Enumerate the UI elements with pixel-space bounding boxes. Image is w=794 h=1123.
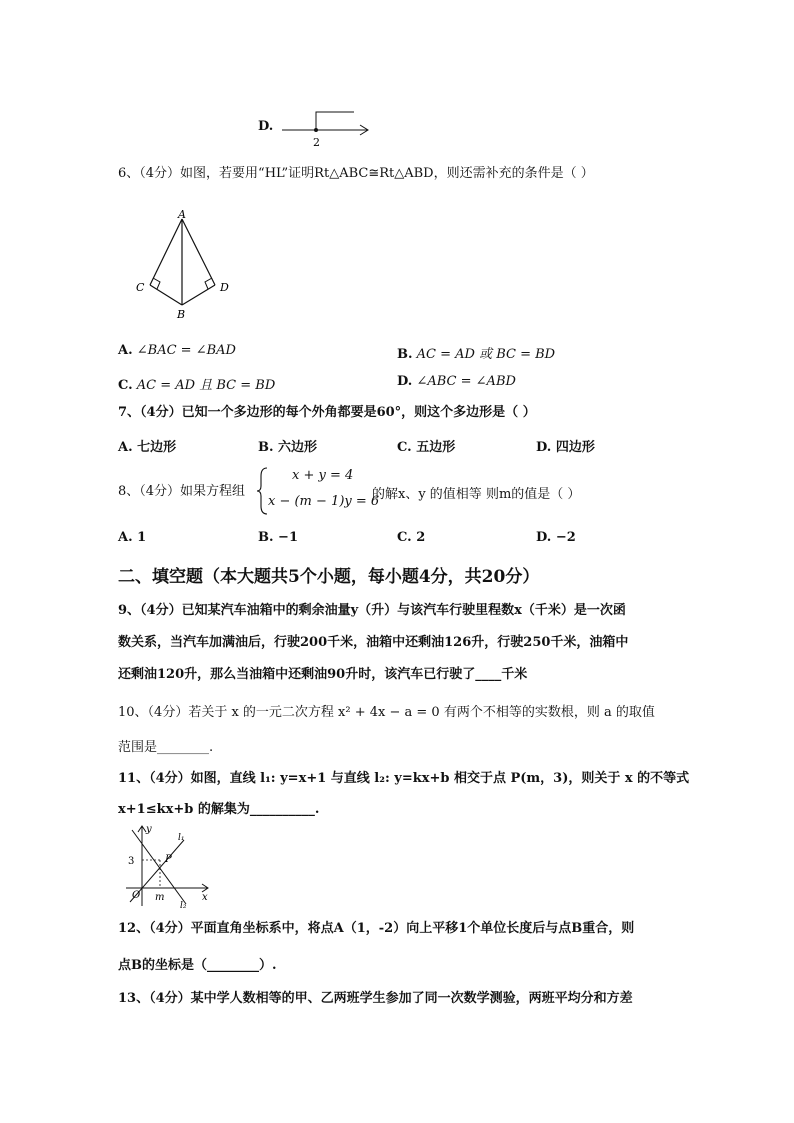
q7-option-b[interactable]: B. 六边形	[258, 440, 318, 455]
q6-label-d: D	[220, 281, 229, 294]
q12-line-2: 点B的坐标是（________）.	[118, 958, 277, 973]
q9-line-2: 数关系，当汽车加满油后，行驶200千米，油箱中还剩油126升，行驶250千米，油箱中	[118, 635, 629, 650]
q8-option-b[interactable]: B. −1	[258, 530, 298, 545]
q9-line-1: 9、（4分）已知某汽车油箱中的剩余油量y（升）与该汽车行驶里程数x（千米）是一次函	[118, 603, 626, 618]
q11-m-label: m	[155, 892, 165, 903]
q6-label-b: B	[177, 308, 186, 321]
q11-graph-figure	[122, 822, 217, 910]
q8-option-a[interactable]: A. 1	[118, 530, 147, 545]
q8-eq1: x + y = 4	[292, 468, 354, 483]
q6-option-a[interactable]: A. ∠BAC = ∠BAD	[118, 343, 236, 358]
q8-option-c[interactable]: C. 2	[397, 530, 426, 545]
q11-l2-label: l₂	[180, 901, 187, 910]
q8-stem-suffix: 的解x、y 的值相等 则m的值是（ ）	[372, 487, 581, 502]
q6-kite-figure	[130, 205, 240, 327]
q7-option-c[interactable]: C. 五边形	[397, 440, 456, 455]
q5-tick-label: 2	[313, 136, 320, 148]
q11-three-label: 3	[128, 856, 135, 867]
q6-option-d[interactable]: D. ∠ABC = ∠ABD	[397, 374, 516, 389]
q10-line-2: 范围是________.	[118, 740, 214, 755]
q8-stem-prefix: 8、（4分）如果方程组	[118, 484, 246, 499]
q7-option-d[interactable]: D. 四边形	[536, 440, 595, 455]
q11-line-1: 11、（4分）如图，直线 l₁: y=x+1 与直线 l₂: y=kx+b 相交于点 P(m，3)，则关于 x 的不等式	[118, 771, 690, 786]
q6-label-a: A	[178, 208, 186, 221]
q11-l1-label: l₁	[178, 833, 185, 843]
q10-line-1: 10、（4分）若关于 x 的一元二次方程 x² + 4x − a = 0 有两个不相等的实数根，则 a 的取值	[118, 705, 655, 720]
q7-stem: 7、（4分）已知一个多边形的每个外角都要是60°，则这个多边形是（ ）	[118, 405, 536, 420]
q11-line-2: x+1≤kx+b 的解集为__________.	[118, 802, 320, 817]
q5-option-d-label: D.	[258, 119, 274, 134]
q13-line-1: 13、（4分）某中学人数相等的甲、乙两班学生参加了同一次数学测验，两班平均分和方差	[118, 991, 633, 1006]
q6-option-c[interactable]: C. AC = AD 且 BC = BD	[118, 378, 276, 393]
q11-axis-y-label: y	[146, 824, 152, 835]
q9-line-3: 还剩油120升，那么当油箱中还剩油90升时，该汽车已行驶了____千米	[118, 667, 528, 682]
q11-axis-x-label: x	[202, 892, 208, 903]
section-2-heading: 二、填空题（本大题共5个小题，每小题4分，共20分）	[118, 567, 540, 587]
q6-option-b[interactable]: B. AC = AD 或 BC = BD	[397, 347, 556, 362]
q11-p-label: P	[165, 854, 172, 865]
q11-origin-label: O	[132, 890, 141, 901]
q8-eq2: x − (m − 1)y = 6	[268, 494, 380, 509]
q8-option-d[interactable]: D. −2	[536, 530, 576, 545]
q6-label-c: C	[136, 281, 145, 294]
q6-stem: 6、（4分）如图，若要用“HL”证明Rt△ABC≅Rt△ABD，则还需补充的条件是（ ）	[118, 166, 594, 181]
q12-line-1: 12、（4分）平面直角坐标系中，将点A（1，-2）向上平移1个单位长度后与点B重合，则	[118, 921, 635, 936]
q7-option-a[interactable]: A. 七边形	[118, 440, 177, 455]
q5-number-line	[280, 108, 375, 148]
